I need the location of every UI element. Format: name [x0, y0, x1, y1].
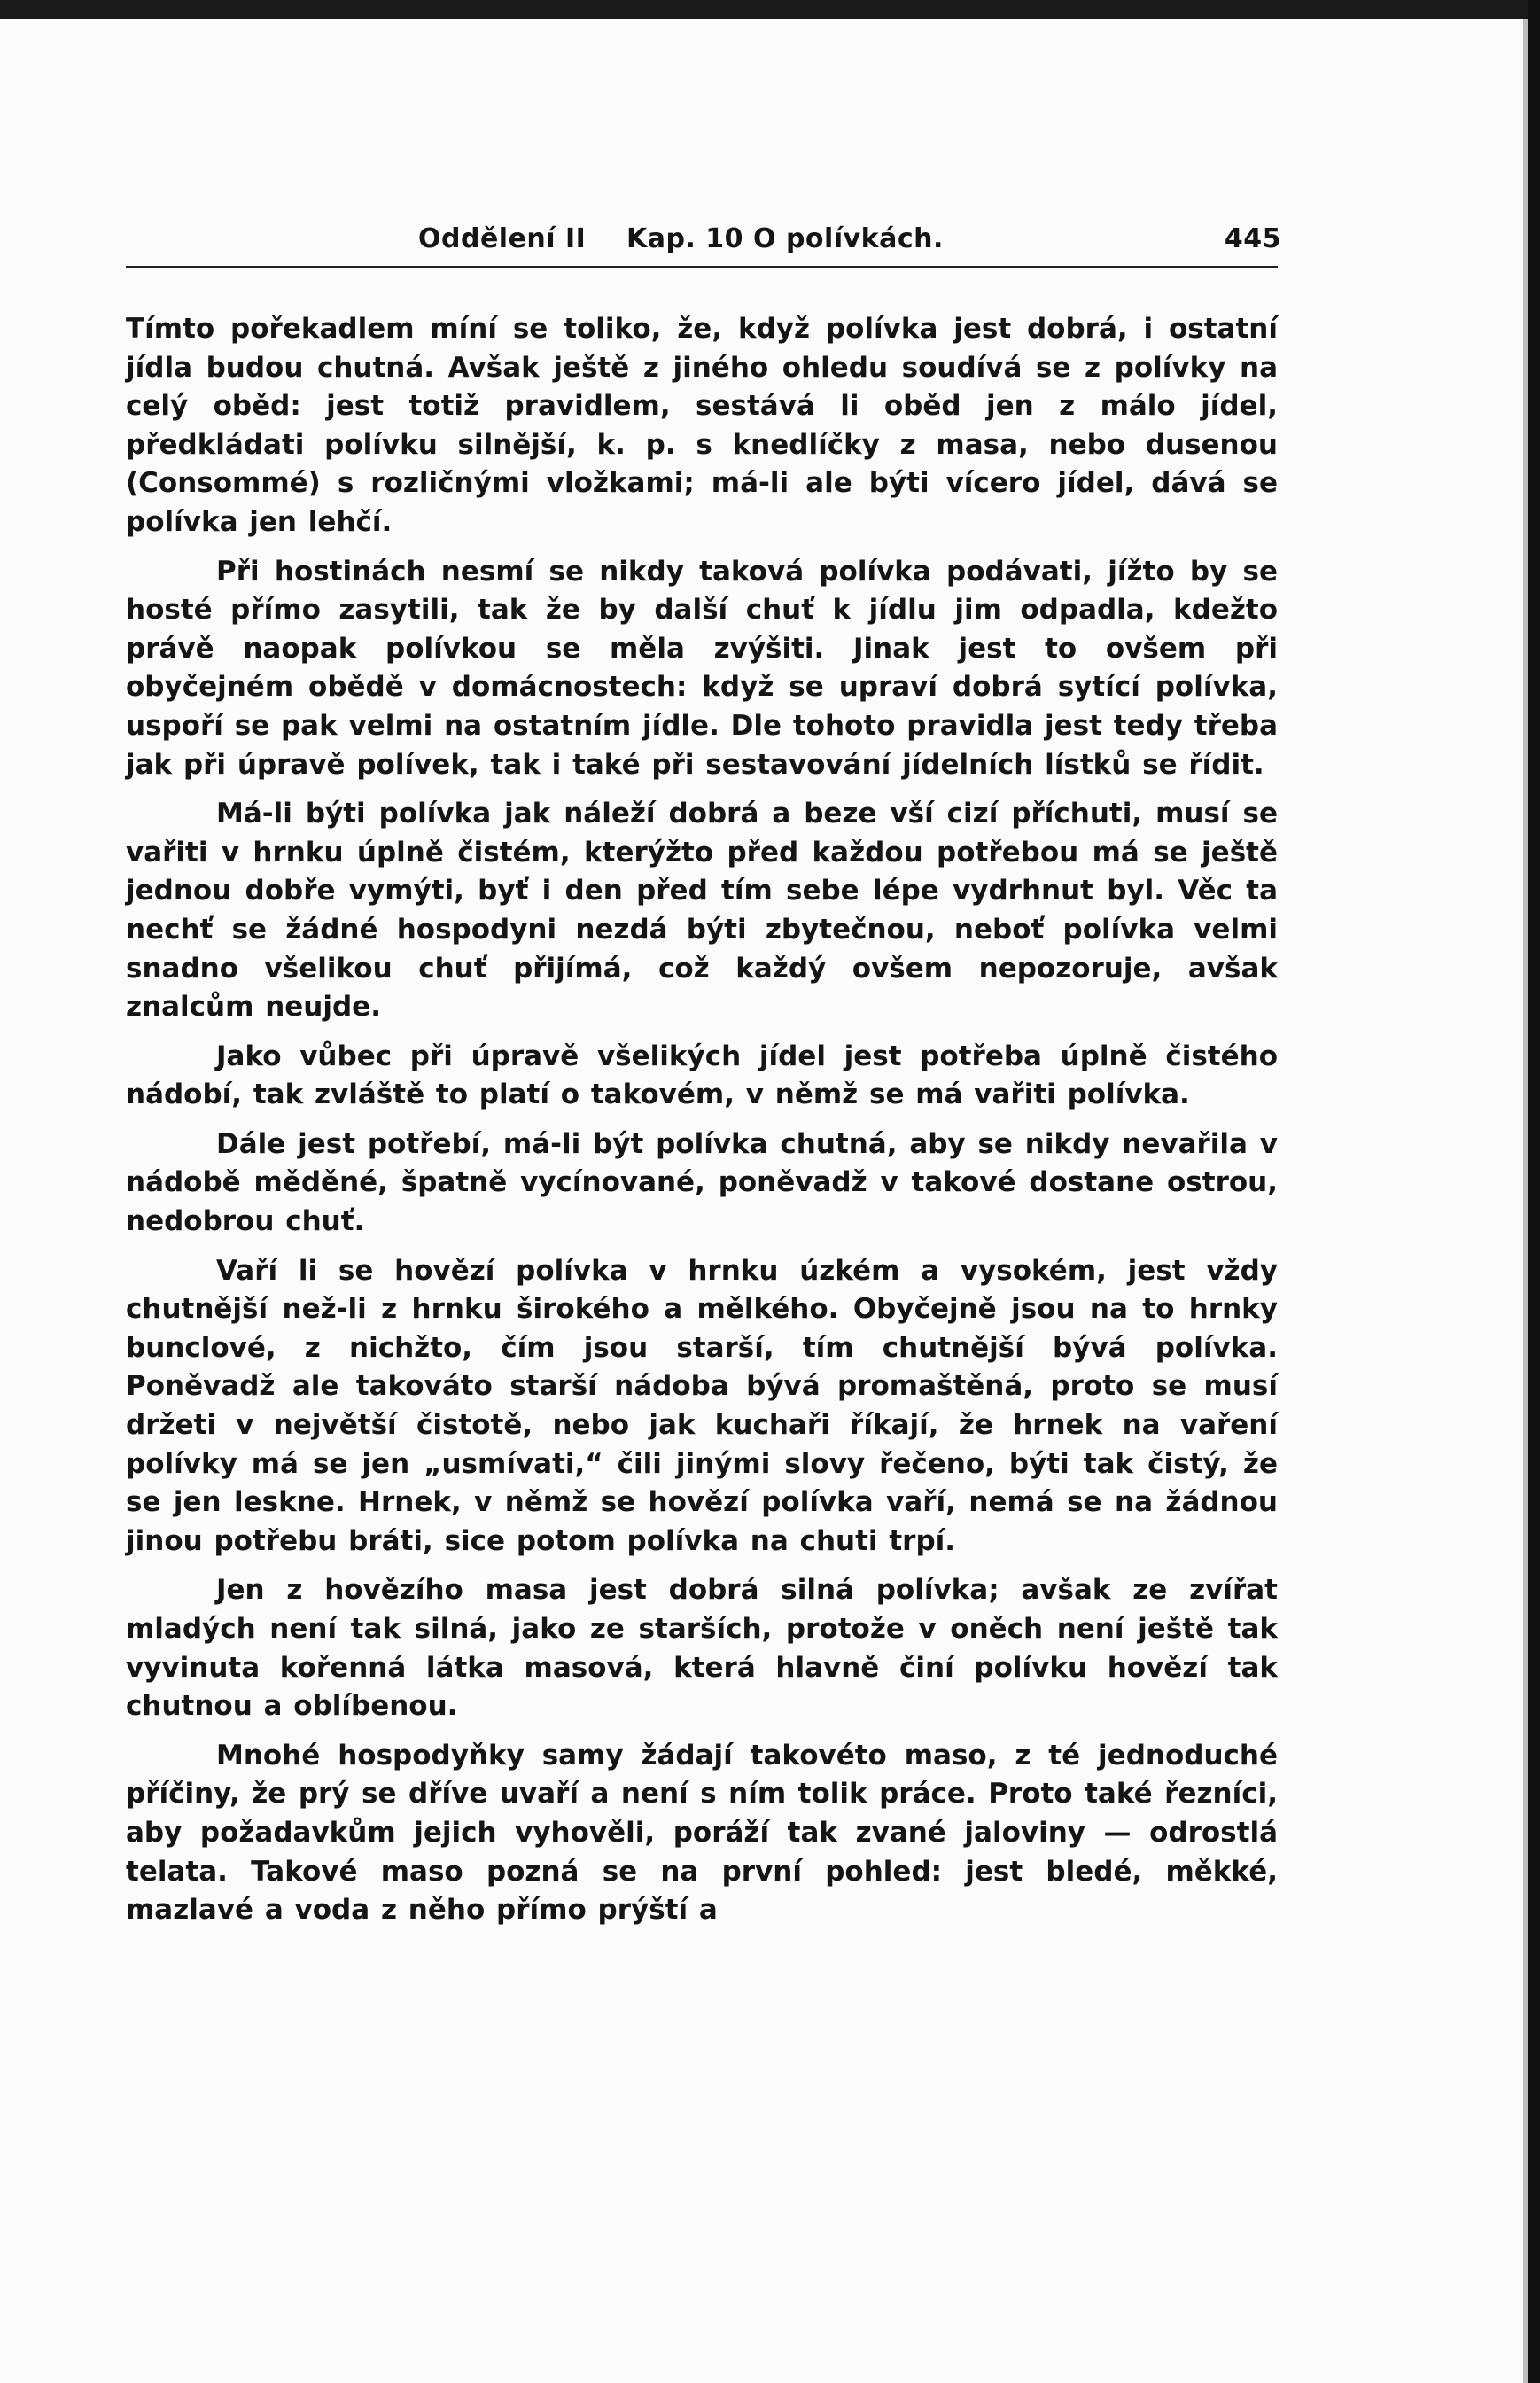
page-number: 445 [1224, 223, 1281, 254]
paragraph: Má-li býti polívka jak náleží dobrá a beze vší cizí příchuti, musí se vařiti v hrnku úplně čistém, kterýžto před každou potřebou má se ještě jednou dobře vymýti, byť i den před tím sebe lépe vydrhnut byl. Věc ta nechť se žádné hospodyni nezdá býti zbytečnou, neboť polívka velmi snadno všelikou chuť přijímá, což každý ovšem nepozoruje, avšak znalcům neujde. [126, 798, 1278, 1024]
chapter-title: Kap. 10 O polívkách. [626, 223, 944, 254]
scan-border-right [1528, 0, 1540, 2383]
paragraph: Mnohé hospodyňky samy žádají takovéto maso, z té jednoduché příčiny, že prý se dříve uvaří a není s ním tolik práce. Proto také řezníci, aby požadavkům jejich vyhověli, poráží tak zvané jaloviny — odrostlá telata. Takové maso pozná se na první pohled: jest bledé, měkké, mazlavé a voda z něho přímo prýští a [126, 1739, 1278, 1927]
book-page [126, 0, 1281, 2383]
running-head [126, 223, 1281, 262]
paragraph: Tímto pořekadlem míní se toliko, že, když polívka jest dobrá, i ostatní jídla budou chutná. Avšak ještě z jiného ohledu soudívá se z polívky na celý oběd: jest totiž pravidlem, sestává li oběd jen z málo jídel, předkládati polívku silnější, k. p. s knedlíčky z masa, nebo dusenou (Consommé) s rozličnými vložkami; má-li ale býti vícero jídel, dává se polívka jen lehčí. [126, 313, 1278, 538]
paragraph: Dále jest potřebí, má-li být polívka chutná, aby se nikdy nevařila v nádobě měděné, špatně vycínované, poněvadž v takové dostane ostrou, nedobrou chuť. [126, 1127, 1278, 1238]
paragraph: Jako vůbec při úpravě všelikých jídel jest potřeba úplně čistého nádobí, tak zvláště to platí o takovém, v němž se má vařiti polívka. [126, 1040, 1278, 1111]
paragraph: Vaří li se hovězí polívka v hrnku úzkém a vysokém, jest vždy chutnější než-li z hrnku širokého a mělkého. Obyčejně jsou na to hrnky bunclové, z nichžto, čím jsou starší, tím chutnější bývá polívka. Poněvadž ale takováto starší nádoba bývá promaštěná, proto se musí držeti v největší čistotě, nebo jak kuchaři říkají, že hrnek na vaření polívky má se jen „usmívati,“ čili jinými slovy řečeno, býti tak čistý, že se jen leskne. Hrnek, v němž se hovězí polívka vaří, nemá se na žádnou jinou potřebu bráti, sice potom polívka na chuti trpí. [126, 1254, 1278, 1557]
section-label: Oddělení II [418, 223, 587, 254]
body-text [126, 310, 1278, 1941]
paragraph: Jen z hovězího masa jest dobrá silná polívka; avšak ze zvířat mladých není tak silná, jako ze starších, protože v oněch není ještě tak vyvinuta kořenná látka masová, která hlavně činí polívku hovězí tak chutnou a oblíbenou. [126, 1574, 1278, 1723]
paragraph: Při hostinách nesmí se nikdy taková polívka podávati, jížto by se hosté přímo zasytili, tak že by další chuť k jídlu jim odpadla, kdežto právě naopak polívkou se měla zvýšiti. Jinak jest to ovšem při obyčejném obědě v domácnostech: když se upraví dobrá sytící polívka, uspoří se pak velmi na ostatním jídle. Dle tohoto pravidla jest tedy třeba jak při úpravě polívek, tak i také při sestavování jídelních lístků se řídit. [126, 555, 1278, 781]
header-rule [126, 266, 1278, 268]
